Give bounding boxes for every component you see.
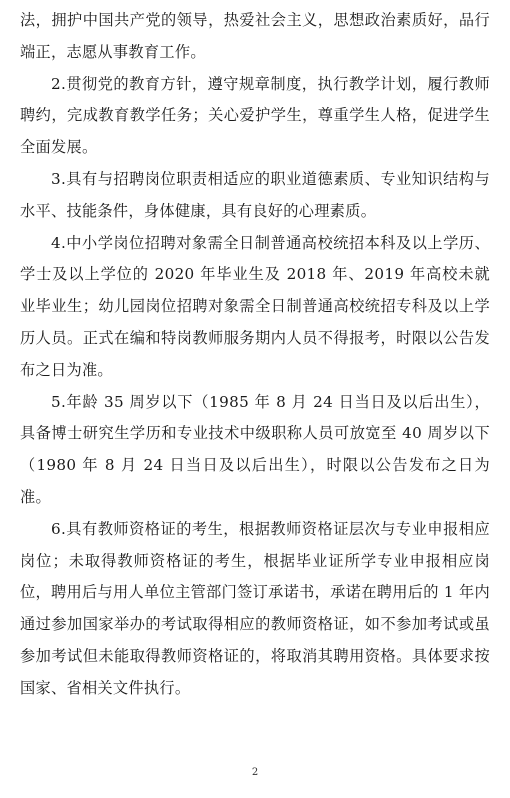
paragraph-item-3: 3.具有与招聘岗位职责相适应的职业道德素质、专业知识结构与水平、技能条件，身体健康，具有良好的心理素质。 [20, 169, 490, 220]
paragraph-item-4: 4.中小学岗位招聘对象需全日制普通高校统招本科及以上学历、学士及以上学位的 2020 年毕业生及 2018 年、2019 年高校未就业毕业生；幼儿园岗位招聘对象需全日制普通高校统招专科及以上学历人员。正式在编和特岗教师服务期内人员不得报考，时限以公告发布之日为准。 [20, 233, 490, 379]
page-number: 2 [251, 767, 259, 778]
paragraph-item-2: 2.贯彻党的教育方针，遵守规章制度，执行教学计划，履行教师聘约，完成教育教学任务；关心爱护学生，尊重学生人格，促进学生全面发展。 [20, 74, 490, 157]
paragraph-item-6: 6.具有教师资格证的考生，根据教师资格证层次与专业申报相应岗位；未取得教师资格证的考生，根据毕业证所学专业申报相应岗位，聘用后与用人单位主管部门签订承诺书，承诺在聘用后的 1 年内通过参加国家举办的考试取得相应的教师资格证，如不参加考试或虽参加考试但未能取得教师资格证的，将取消其聘用资格。具体要求按国家、省相关文件执行。 [20, 519, 490, 697]
paragraph-continuation: 法，拥护中国共产党的领导，热爱社会主义，思想政治素质好，品行端正，志愿从事教育工作。 [20, 11, 490, 61]
paragraph-item-5: 5.年龄 35 周岁以下（1985 年 8 月 24 日当日及以后出生），具备博士研究生学历和专业技术中级职称人员可放宽至 40 周岁以下（1980 年 8 月 24 日当日及以后出生），时限以公告发布之日为准。 [20, 392, 490, 506]
